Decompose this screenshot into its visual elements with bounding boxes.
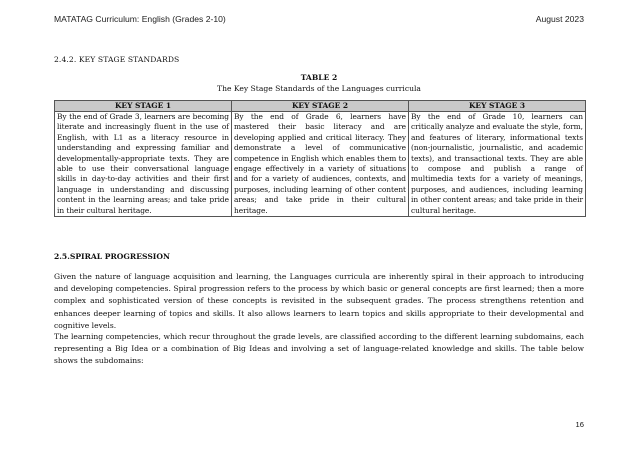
table-row <box>55 112 586 217</box>
document-header-date: August 2023 <box>535 14 584 24</box>
table-header-row <box>55 101 586 112</box>
section-title: 2.4.2. KEY STAGE STANDARDS <box>54 55 180 64</box>
paragraph: The learning competencies, which recur throughout the grade levels, are classified according to the different learning subdomains, each representing a Big Idea or a combination of Big Ideas and involving a set of language-related knowledge and skills. The table below shows the subdomains: <box>54 332 584 366</box>
document-header-title: MATATAG Curriculum: English (Grades 2-10) <box>54 14 226 24</box>
cell-key-stage-2: By the end of Grade 6, learners have mastered their basic literacy and are developing applied and critical literacy. They demonstrate a level of communicative competence in English which enables them to engage effectively in a variety of situations and for a variety of audiences, contexts, and purposes, including learning of other content areas; and take pride in their cultural heritage. <box>232 112 409 217</box>
page-number: 16 <box>575 420 584 429</box>
header-key-stage-2: KEY STAGE 2 <box>232 101 409 112</box>
header-key-stage-1: KEY STAGE 1 <box>55 101 232 112</box>
table-caption: The Key Stage Standards of the Languages curricula <box>217 84 421 93</box>
key-stage-standards-table <box>54 100 586 217</box>
paragraph: Given the nature of language acquisition and learning, the Languages curricula are inherently spiral in their approach to introducing and developing competencies. Spiral progression refers to the process by which basic or general concepts are first learned; then a more complex and sophisticated version of these concepts is revisited in the subsequent grades. The process strengthens retention and enhances deeper learning of topics and skills. It also allows learners to learn topics and skills appropriate to their developmental and cognitive levels. <box>54 272 584 330</box>
header-key-stage-3: KEY STAGE 3 <box>409 101 586 112</box>
cell-key-stage-1: By the end of Grade 3, learners are becoming literate and increasingly fluent in the use of English, with L1 as a literacy resource in understanding and expressing familiar and developmentally-appropriate texts. They are able to use their conversational language skills in day-to-day activities and their first language in understanding and discussing content in the learning areas; and take pride in their cultural heritage. <box>55 112 232 217</box>
spiral-progression-heading: 2.5.SPIRAL PROGRESSION <box>54 252 170 261</box>
cell-key-stage-3: By the end of Grade 10, learners can critically analyze and evaluate the style, form, and features of literary, informational texts (non-journalistic, journalistic, and academic texts), and transactional texts. They are able to compose and publish a range of multimedia texts for a variety of meanings, purposes, and audiences, including learning in other content areas; and take pride in their cultural heritage. <box>409 112 586 217</box>
table-title: TABLE 2 <box>300 73 338 82</box>
